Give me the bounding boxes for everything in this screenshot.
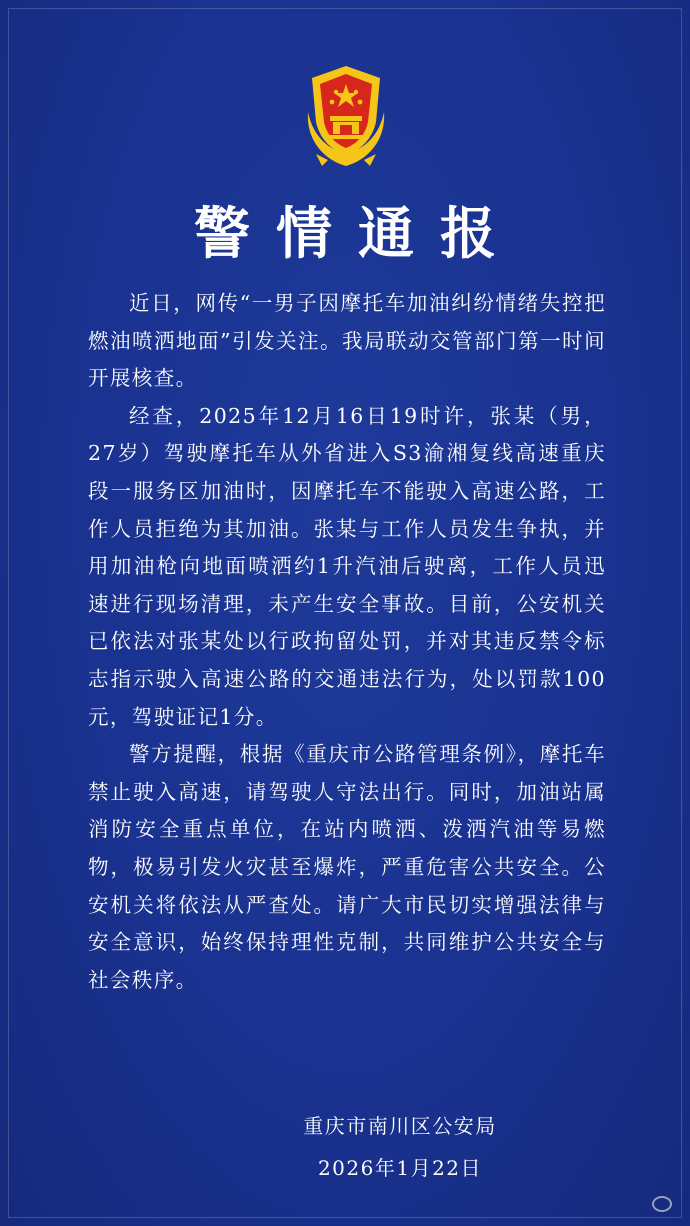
signature-block: [0, 1110, 690, 1184]
paragraph-reminder: 警方提醒，根据《重庆市公路管理条例》，摩托车禁止驶入高速，请驾驶人守法出行。同时，加油站属消防安全重点单位，在站内喷洒、泼洒汽油等易燃物，极易引发火灾甚至爆炸，严重危害公共安全。公安机关将依法从严查处。请广大市民切实增强法律与安全意识，始终保持理性克制，共同维护公共安全与社会秩序。: [88, 742, 606, 992]
page-title: 警情通报: [194, 202, 522, 267]
issue-date: 2026年1月22日: [317, 1156, 483, 1180]
police-emblem-icon: [296, 62, 396, 170]
notice-body: [88, 285, 606, 999]
issuer-name: 重庆市南川区公安局: [303, 1114, 497, 1138]
paragraph-findings: 经查，2025年12月16日19时许，张某（男，27岁）驾驶摩托车从外省进入S3渝湘复线高速重庆段一服务区加油时，因摩托车不能驶入高速公路，工作人员拒绝为其加油。张某与工作人员发生争执，并用加油枪向地面喷洒约1升汽油后驶离，工作人员迅速进行现场清理，未产生安全事故。目前，公安机关已依法对张某处以行政拘留处罚，并对其违反禁令标志指示驶入高速公路的交通违法行为，处以罚款100元，驾驶证记1分。: [88, 403, 606, 729]
watermark: [652, 1196, 672, 1212]
weibo-icon: [652, 1196, 672, 1212]
paragraph-intro: 近日，网传“一男子因摩托车加油纠纷情绪失控把燃油喷洒地面”引发关注。我局联动交管部门第一时间开展核查。: [88, 291, 606, 391]
